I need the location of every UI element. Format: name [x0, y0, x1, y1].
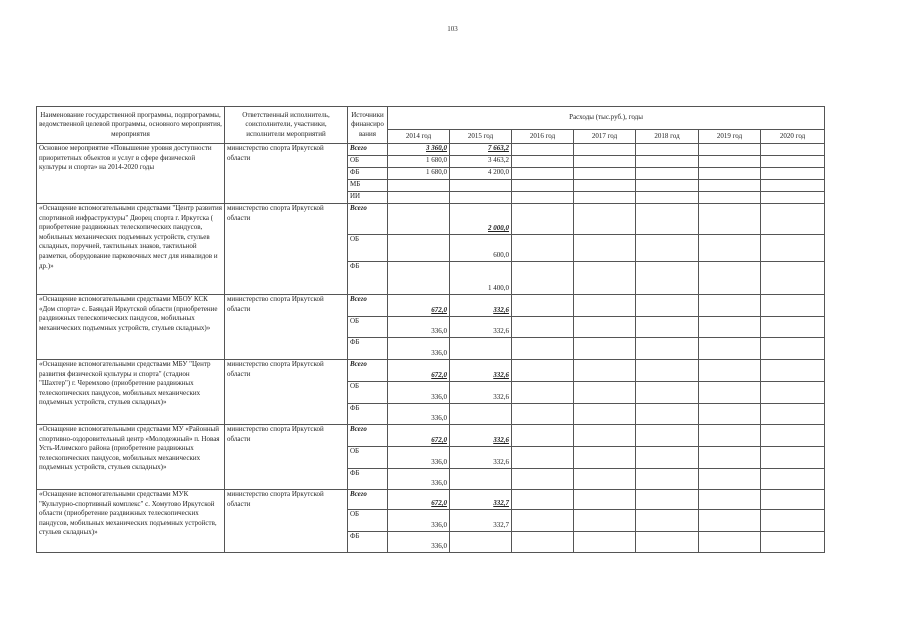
empty-cell: [636, 338, 699, 360]
empty-cell: [512, 338, 574, 360]
empty-cell: [761, 510, 825, 532]
empty-cell: [699, 262, 761, 295]
empty-cell: [574, 295, 636, 317]
source-label: ФБ: [348, 469, 388, 490]
empty-cell: [512, 317, 574, 338]
empty-cell: [574, 262, 636, 295]
empty-cell: [761, 490, 825, 510]
empty-cell: [574, 168, 636, 180]
row-executor: министерство спорта Иркутской области: [225, 425, 348, 490]
empty-cell: [512, 510, 574, 532]
empty-cell: [699, 192, 761, 204]
value-2014: [388, 262, 450, 295]
empty-cell: [636, 360, 699, 382]
total-value: 332,6: [493, 306, 509, 315]
value-2015: 332,6: [450, 317, 512, 338]
empty-cell: [636, 168, 699, 180]
total-value: 672,0: [431, 499, 447, 508]
value-2015: 332,6: [450, 382, 512, 404]
empty-cell: [574, 144, 636, 156]
value-2014: [388, 180, 450, 192]
empty-cell: [699, 144, 761, 156]
value-2015: [450, 425, 512, 447]
value-2014: 336,0: [388, 532, 450, 553]
header-year: 2017 год: [574, 130, 636, 144]
empty-cell: [761, 469, 825, 490]
value-2014: [388, 490, 450, 510]
empty-cell: [761, 235, 825, 262]
empty-cell: [574, 532, 636, 553]
empty-cell: [512, 156, 574, 168]
empty-cell: [636, 180, 699, 192]
empty-cell: [512, 447, 574, 469]
source-label: ОБ: [348, 235, 388, 262]
row-name: «Оснащение вспомогательными средствами "Центр развития спортивной инфраструктуры" Дворец спорта г. Иркутска ( приобретение раздвижных телескопических пандусов, мобильных механических подъемных устройств, стульев складных, поручней, тактильных знаков, тактильной разметки, оборудование парковочных мест для инвалидов и др.)»: [37, 204, 225, 295]
empty-cell: [574, 192, 636, 204]
empty-cell: [512, 204, 574, 235]
empty-cell: [574, 360, 636, 382]
total-value: 672,0: [431, 306, 447, 315]
empty-cell: [761, 144, 825, 156]
page-number: 103: [447, 25, 458, 33]
empty-cell: [761, 192, 825, 204]
total-value: 7 663,2: [488, 144, 509, 152]
value-2014: [388, 295, 450, 317]
empty-cell: [699, 156, 761, 168]
empty-cell: [761, 338, 825, 360]
empty-cell: [574, 510, 636, 532]
empty-cell: [512, 295, 574, 317]
value-2014: 336,0: [388, 338, 450, 360]
empty-cell: [699, 382, 761, 404]
empty-cell: [636, 295, 699, 317]
value-2014: [388, 192, 450, 204]
table-row: [37, 144, 825, 156]
table-row: [37, 490, 825, 510]
empty-cell: [512, 144, 574, 156]
empty-cell: [512, 262, 574, 295]
empty-cell: [574, 338, 636, 360]
empty-cell: [512, 382, 574, 404]
source-label: ФБ: [348, 404, 388, 425]
value-2015: [450, 532, 512, 553]
empty-cell: [636, 510, 699, 532]
value-2015: [450, 360, 512, 382]
header-year: 2019 год: [699, 130, 761, 144]
table-row: [37, 295, 825, 317]
empty-cell: [699, 204, 761, 235]
empty-cell: [636, 144, 699, 156]
empty-cell: [636, 204, 699, 235]
source-label: Всего: [348, 425, 388, 447]
empty-cell: [699, 447, 761, 469]
value-2014: 336,0: [388, 404, 450, 425]
value-2015: 332,7: [450, 510, 512, 532]
empty-cell: [636, 532, 699, 553]
empty-cell: [761, 532, 825, 553]
empty-cell: [699, 404, 761, 425]
empty-cell: [699, 360, 761, 382]
header-year: 2015 год: [450, 130, 512, 144]
empty-cell: [574, 180, 636, 192]
value-2014: 336,0: [388, 469, 450, 490]
empty-cell: [699, 532, 761, 553]
empty-cell: [574, 404, 636, 425]
empty-cell: [761, 317, 825, 338]
value-2015: [450, 192, 512, 204]
empty-cell: [574, 425, 636, 447]
empty-cell: [761, 295, 825, 317]
value-2015: [450, 404, 512, 425]
source-label: ФБ: [348, 168, 388, 180]
source-label: ОБ: [348, 447, 388, 469]
source-label: ФБ: [348, 532, 388, 553]
empty-cell: [761, 262, 825, 295]
total-value: 2 000,0: [488, 224, 509, 233]
value-2015: 4 200,0: [450, 168, 512, 180]
empty-cell: [574, 204, 636, 235]
source-label: ОБ: [348, 382, 388, 404]
value-2014: 336,0: [388, 510, 450, 532]
empty-cell: [761, 180, 825, 192]
header-year: 2016 год: [512, 130, 574, 144]
value-2015: [450, 295, 512, 317]
empty-cell: [761, 382, 825, 404]
table-row: [37, 360, 825, 382]
source-label: ОБ: [348, 156, 388, 168]
row-name: «Оснащение вспомогательными средствами МУК "Культурно-спортивный комплекс" с. Хомутово Иркутской области (приобретение раздвижных телескопических пандусов, мобильных механических подъемных устройств, стульев складных)»: [37, 490, 225, 553]
value-2015: [450, 469, 512, 490]
empty-cell: [512, 469, 574, 490]
value-2015: [450, 338, 512, 360]
empty-cell: [699, 469, 761, 490]
row-name: «Оснащение вспомогательными средствами МУ «Районный спортивно-оздоровительный центр «Молодежный» п. Новая Усть-Илимского района (приобретение раздвижных телескопических пандусов, мобильных механических подъемных устройств, стульев складных)»: [37, 425, 225, 490]
empty-cell: [699, 235, 761, 262]
empty-cell: [699, 168, 761, 180]
source-label: Всего: [348, 295, 388, 317]
empty-cell: [636, 156, 699, 168]
value-2015: [450, 144, 512, 156]
row-executor: министерство спорта Иркутской области: [225, 295, 348, 360]
total-value: 332,6: [493, 371, 509, 380]
empty-cell: [699, 338, 761, 360]
source-label: МБ: [348, 180, 388, 192]
row-name: Основное мероприятие «Повышение уровня доступности приоритетных объектов и услуг в сфере физической культуры и спорта» на 2014-2020 годы: [37, 144, 225, 204]
empty-cell: [699, 295, 761, 317]
row-executor: министерство спорта Иркутской области: [225, 204, 348, 295]
header-year: 2014 год: [388, 130, 450, 144]
empty-cell: [512, 425, 574, 447]
empty-cell: [512, 168, 574, 180]
source-label: ФБ: [348, 338, 388, 360]
empty-cell: [636, 404, 699, 425]
source-label: ФБ: [348, 262, 388, 295]
total-value: 332,7: [493, 499, 509, 508]
empty-cell: [574, 447, 636, 469]
empty-cell: [636, 382, 699, 404]
table-row: [37, 204, 825, 235]
value-2014: [388, 144, 450, 156]
value-2014: 1 680,0: [388, 156, 450, 168]
empty-cell: [512, 360, 574, 382]
total-value: 3 360,0: [426, 144, 447, 152]
header-executor: Ответственный исполнитель, соисполнители, участники, исполнители мероприятий: [225, 107, 348, 144]
value-2014: [388, 425, 450, 447]
value-2014: [388, 204, 450, 235]
source-label: Всего: [348, 490, 388, 510]
empty-cell: [699, 425, 761, 447]
empty-cell: [699, 510, 761, 532]
row-executor: министерство спорта Иркутской области: [225, 144, 348, 204]
value-2014: [388, 360, 450, 382]
value-2015: 3 463,2: [450, 156, 512, 168]
value-2015: 1 400,0: [450, 262, 512, 295]
expenses-table: [36, 106, 825, 553]
header-name: Наименование государственной программы, подпрограммы, ведомственной целевой программы, основного мероприятия, мероприятия: [37, 107, 225, 144]
header-source: Источники финансирования: [348, 107, 388, 144]
row-executor: министерство спорта Иркутской области: [225, 490, 348, 553]
empty-cell: [761, 447, 825, 469]
header-year: 2020 год: [761, 130, 825, 144]
empty-cell: [636, 192, 699, 204]
value-2015: [450, 490, 512, 510]
empty-cell: [512, 235, 574, 262]
value-2014: 1 680,0: [388, 168, 450, 180]
value-2014: 336,0: [388, 447, 450, 469]
table-row: [37, 425, 825, 447]
empty-cell: [512, 180, 574, 192]
empty-cell: [761, 204, 825, 235]
row-name: «Оснащение вспомогательными средствами МБУ "Центр развития физической культуры и спорта" (стадион "Шахтер") г. Черемхово (приобретение раздвижных телескопических пандусов, мобильных механических подъемных устройств, стульев складных)»: [37, 360, 225, 425]
empty-cell: [512, 532, 574, 553]
value-2015: 332,6: [450, 447, 512, 469]
row-executor: министерство спорта Иркутской области: [225, 360, 348, 425]
source-label: Всего: [348, 144, 388, 156]
empty-cell: [574, 469, 636, 490]
empty-cell: [636, 317, 699, 338]
value-2015: [450, 180, 512, 192]
value-2015: [450, 204, 512, 235]
source-label: Всего: [348, 360, 388, 382]
total-value: 672,0: [431, 436, 447, 445]
row-name: «Оснащение вспомогательными средствами МБОУ КСК «Дом спорта» с. Баяндай Иркутской области (приобретение раздвижных телескопических пандусов, мобильных механических подъемных устройств, стульев складных)»: [37, 295, 225, 360]
total-value: 672,0: [431, 371, 447, 380]
empty-cell: [636, 490, 699, 510]
header-year: 2018 год: [636, 130, 699, 144]
empty-cell: [636, 447, 699, 469]
empty-cell: [636, 469, 699, 490]
source-label: ИИ: [348, 192, 388, 204]
empty-cell: [636, 262, 699, 295]
empty-cell: [699, 317, 761, 338]
empty-cell: [574, 317, 636, 338]
empty-cell: [636, 425, 699, 447]
empty-cell: [512, 490, 574, 510]
value-2015: 600,0: [450, 235, 512, 262]
value-2014: [388, 235, 450, 262]
empty-cell: [761, 404, 825, 425]
total-value: 332,6: [493, 436, 509, 445]
value-2014: 336,0: [388, 382, 450, 404]
source-label: ОБ: [348, 510, 388, 532]
empty-cell: [761, 425, 825, 447]
empty-cell: [574, 156, 636, 168]
source-label: ОБ: [348, 317, 388, 338]
empty-cell: [574, 382, 636, 404]
empty-cell: [761, 156, 825, 168]
empty-cell: [761, 168, 825, 180]
empty-cell: [636, 235, 699, 262]
empty-cell: [574, 490, 636, 510]
empty-cell: [512, 404, 574, 425]
empty-cell: [699, 180, 761, 192]
empty-cell: [574, 235, 636, 262]
empty-cell: [699, 490, 761, 510]
source-label: Всего: [348, 204, 388, 235]
empty-cell: [761, 360, 825, 382]
header-expenses: Расходы (тыс.руб.), годы: [388, 107, 825, 130]
value-2014: 336,0: [388, 317, 450, 338]
empty-cell: [512, 192, 574, 204]
